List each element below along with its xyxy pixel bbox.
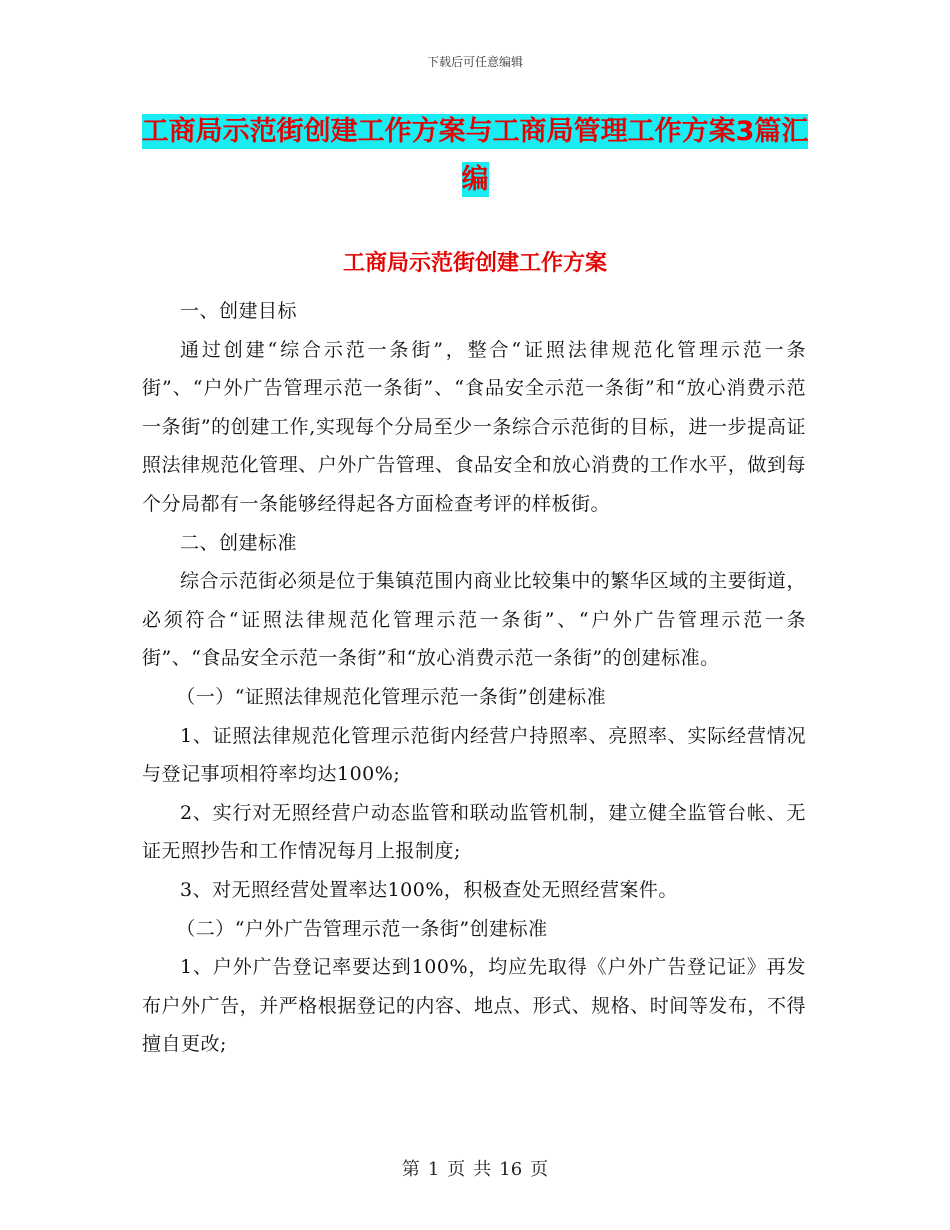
- footer-label-pages: 页: [530, 1159, 549, 1180]
- footer-label-of: 页: [447, 1159, 466, 1180]
- document-title-text: 工商局示范街创建工作方案与工商局管理工作方案3篇汇编: [141, 116, 809, 195]
- paragraph-license-3: 3、对无照经营处置率达100%，积极查处无照经营案件。: [180, 878, 678, 901]
- section-title: 工商局示范街创建工作方案: [342, 251, 607, 276]
- body-text: [142, 292, 806, 1064]
- document-title: [140, 108, 810, 204]
- footer-label-page: 第: [401, 1159, 420, 1180]
- paragraph-advertising-1: 1、户外广告登记率要达到100%，均应先取得《户外广告登记证》再发布户外广告，并严格根据登记的内容、地点、形式、规格、时间等发布，不得擅自更改;: [142, 956, 806, 1056]
- paragraph-license-2: 2、实行对无照经营户动态监管和联动监管机制，建立健全监管台帐、无证无照抄告和工作情况每月上报制度;: [142, 801, 806, 863]
- footer-label-total: 共: [473, 1159, 492, 1180]
- heading-goal: 一、创建目标: [180, 300, 298, 322]
- header-note: 下载后可任意编辑: [426, 55, 523, 69]
- paragraph-license-1: 1、证照法律规范化管理示范街内经营户持照率、亮照率、实际经营情况与登记事项相符率均达100%;: [142, 724, 806, 786]
- heading-standard: 二、创建标准: [180, 531, 298, 554]
- footer-total-pages: 16: [499, 1159, 523, 1180]
- footer-current-page: 1: [427, 1159, 440, 1180]
- page-footer: [0, 1155, 950, 1181]
- paragraph-standard: 综合示范街必须是位于集镇范围内商业比较集中的繁华区域的主要街道，必须符合“证照法律规范化管理示范一条街”、“户外广告管理示范一条街”、“食品安全示范一条街”和“放心消费示范一条街”的创建标准。: [142, 570, 806, 670]
- subheading-license: （一）“证照法律规范化管理示范一条街”创建标准: [176, 685, 607, 708]
- paragraph-goal: 通过创建“综合示范一条街”，整合“证照法律规范化管理示范一条街”、“户外广告管理示范一条街”、“食品安全示范一条街”和“放心消费示范一条街”的创建工作,实现每个分局至少一条综合示范街的目标，进一步提高证照法律规范化管理、户外广告管理、食品安全和放心消费的工作水平，做到每个分局都有一条能够经得起各方面检查考评的样板街。: [142, 338, 806, 515]
- subheading-advertising: （二）“户外广告管理示范一条街”创建标准: [176, 917, 548, 940]
